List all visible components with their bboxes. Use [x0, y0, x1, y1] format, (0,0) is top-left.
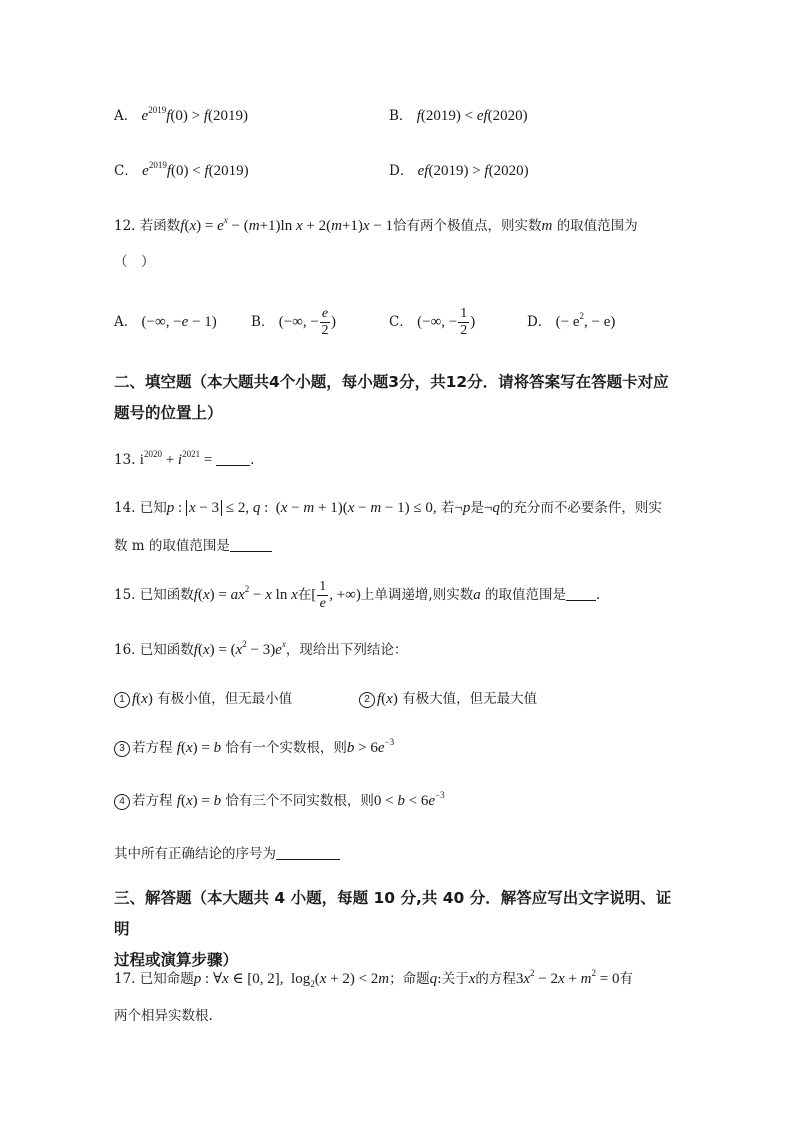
q11-option-b: B． f(2019) < ef(2020) [389, 108, 528, 124]
q16-conclusion-3: 3 若方程 f(x) = b 恰有一个实数根，则$b > 6e^{-3}$ [114, 738, 394, 758]
q15-stem: 15. 已知函数$f(x) = ax^2 - x$ ln x在[ $\frac{1}{e}$ , +∞)上单调递增,则实数a 的取值范围是 . [114, 579, 601, 612]
circled-number-2: 2 [359, 692, 375, 708]
q16-conclusion-2: 2 f(x) 有极大值，但无最大值 [359, 689, 537, 709]
q16-conclusion-4: 4 若方程 f(x) = b 恰有三个不同实数根，则$0 < b < 6e^{-3}$ [114, 791, 445, 811]
q12-paren: （ ） [114, 254, 155, 270]
q11-option-c-formula: $e^{2019}f(0) < f(2019)$ [142, 160, 249, 179]
q14-line2: 数 m 的取值范围是 [114, 536, 272, 556]
q14-answer-blank[interactable] [230, 537, 272, 552]
circled-number-4: 4 [114, 794, 130, 810]
q17-line2: 两个相异实数根. [114, 1008, 213, 1024]
q12-function-formula: $f(x) = e^x - (m+1)\ln$ x + 2(m+1)x − 1 [180, 215, 394, 234]
q17-stem: 17. 已知命题p : ∀x ∈ [0, 2], $\log_2(x + 2) < 2m$；命题q:关于x的方程$3x^2 - 2x + m^2 = 0$有 [114, 968, 633, 989]
q16-answer-line: 其中所有正确结论的序号为 [114, 844, 340, 864]
q15-answer-blank[interactable] [566, 586, 596, 601]
q16-answer-blank[interactable] [276, 845, 340, 860]
q12-option-b: B． (−∞, − $\frac{e}{2}$ ) [251, 306, 337, 339]
q16-stem: 16. 已知函数$f(x) = (x^2 - 3)e^x$，现给出下列结论： [114, 639, 408, 658]
q12-stem: 12. 若函数$f(x) = e^x - (m+1)\ln$ x + 2(m+1)x − 1恰有两个极值点，则实数m 的取值范围为 [114, 215, 638, 234]
q11-option-a: A． $e^{2019}f(0) > f(2019)$ [114, 105, 249, 124]
q13-stem: 13. $i^{2020} + i^{2021}$ = . [114, 449, 255, 468]
q16-conclusion-1: 1 f(x) 有极小值，但无最小值 [114, 689, 292, 709]
section3-heading: 三、解答题（本大题共 4 小题，每题 10 分,共 40 分．解答应写出文字说明、证明 过程或演算步骤） [114, 889, 672, 969]
q11-option-b-formula: f(2019) < ef(2020) [416, 108, 528, 124]
q13-answer-blank[interactable] [216, 451, 250, 466]
circled-number-3: 3 [114, 741, 130, 757]
q12-option-d: D． (− $e^2$, − e) [527, 311, 616, 330]
q12-option-a: A． (−∞, −e − 1) [114, 314, 217, 330]
q11-option-d: D． ef(2019) > f(2020) [389, 163, 529, 179]
q12-option-c: C． (−∞, − $\frac{1}{2}$ ) [389, 306, 476, 339]
circled-number-1: 1 [114, 692, 130, 708]
section2-heading: 二、填空题（本大题共4个小题，每小题3分，共12分．请将答案写在答题卡对应 题号的位置上） [114, 373, 669, 422]
q11-option-d-formula: ef(2019) > f(2020) [417, 163, 529, 179]
q11-option-a-formula: $e^{2019}f(0) > f(2019)$ [141, 105, 249, 124]
q11-option-c: C． $e^{2019}f(0) < f(2019)$ [114, 160, 249, 179]
q14-stem: 14. 已知p : x − 3 ≤ 2, q : (x − m + 1)(x − m − 1) ≤ 0, 若¬p是¬q的充分而不必要条件，则实 [114, 500, 662, 516]
